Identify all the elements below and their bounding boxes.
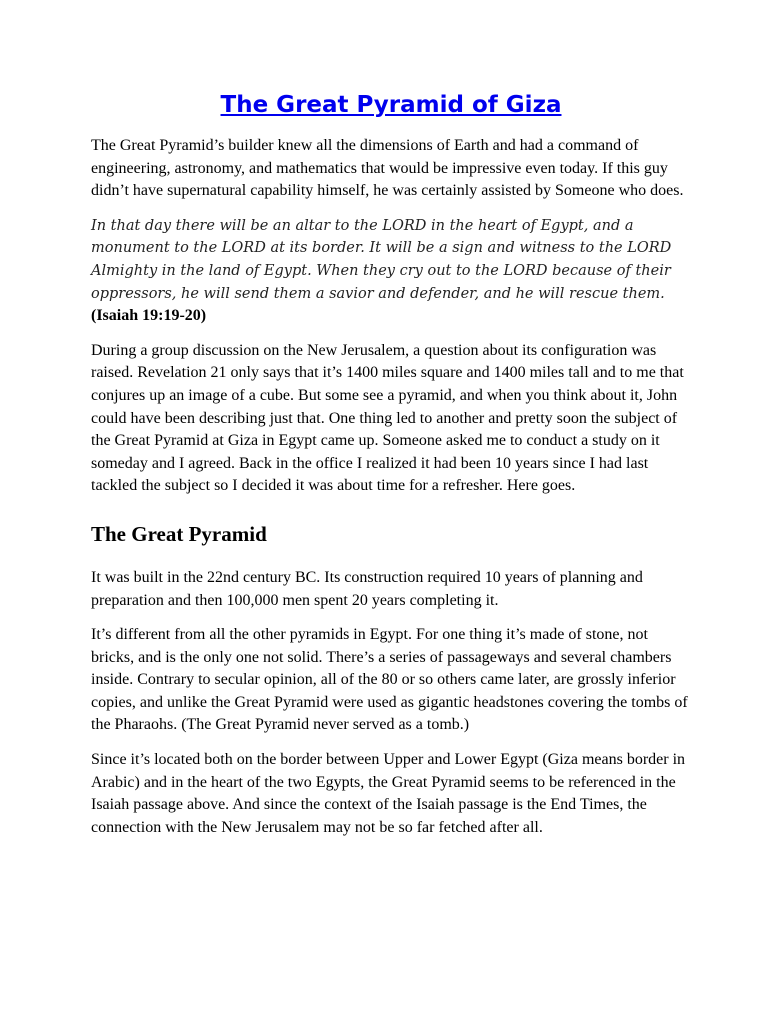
document-page	[91, 84, 691, 851]
location-paragraph: Since it’s located both on the border between Upper and Lower Egypt (Giza means border in Arabic) and in the heart of the two Egypts, the Great Pyramid seems to be referenced in the Isaiah passage above. And since the context of the Isaiah passage is the End Times, the connection with the New Jerusalem may not be so far fetched after all.	[91, 751, 686, 836]
page-title	[91, 84, 691, 126]
intro-paragraph: The Great Pyramid’s builder knew all the dimensions of Earth and had a command of engineering, astronomy, and mathematics that would be impressive even today. If this guy didn’t have supernatural capability himself, he was certainly assisted by Someone who does.	[91, 137, 684, 200]
title-link[interactable]: The Great Pyramid of Giza	[220, 92, 562, 118]
section-heading: The Great Pyramid	[91, 521, 267, 546]
scripture-reference: (Isaiah 19:19-20)	[91, 307, 207, 325]
discussion-paragraph: During a group discussion on the New Jerusalem, a question about its configuration was raised. Revelation 21 only says that it’s 1400 miles square and 1400 miles tall and to me that conjures up an image of a cube. But some see a pyramid, and when you think about it, John could have been describing just that. One thing led to another and pretty soon the subject of the Great Pyramid at Giza in Egypt came up. Someone asked me to conduct a study on it someday and I agreed. Back in the office I realized it had been 10 years since I had last tackled the subject so I decided it was about time for a refresher. Here goes.	[91, 341, 684, 495]
built-paragraph: It was built in the 22nd century BC. Its construction required 10 years of planning and preparation and then 100,000 men spent 20 years completing it.	[91, 568, 643, 609]
scripture-quote: In that day there will be an altar to the LORD in the heart of Egypt, and a monument to the LORD at its border. It will be a sign and witness to the LORD Almighty in the land of Egypt. When they cry out to the LORD because of their oppressors, he will send them a savior and defender, and he will rescue them.	[91, 217, 672, 302]
different-paragraph: It’s different from all the other pyramids in Egypt. For one thing it’s made of stone, not bricks, and is the only one not solid. There’s a series of passageways and several chambers inside. Contrary to secular opinion, all of the 80 or so others came later, are grossly inferior copies, and unlike the Great Pyramid were used as gigantic headstones covering the tombs of the Pharaohs. (The Great Pyramid never served as a tomb.)	[91, 626, 688, 734]
